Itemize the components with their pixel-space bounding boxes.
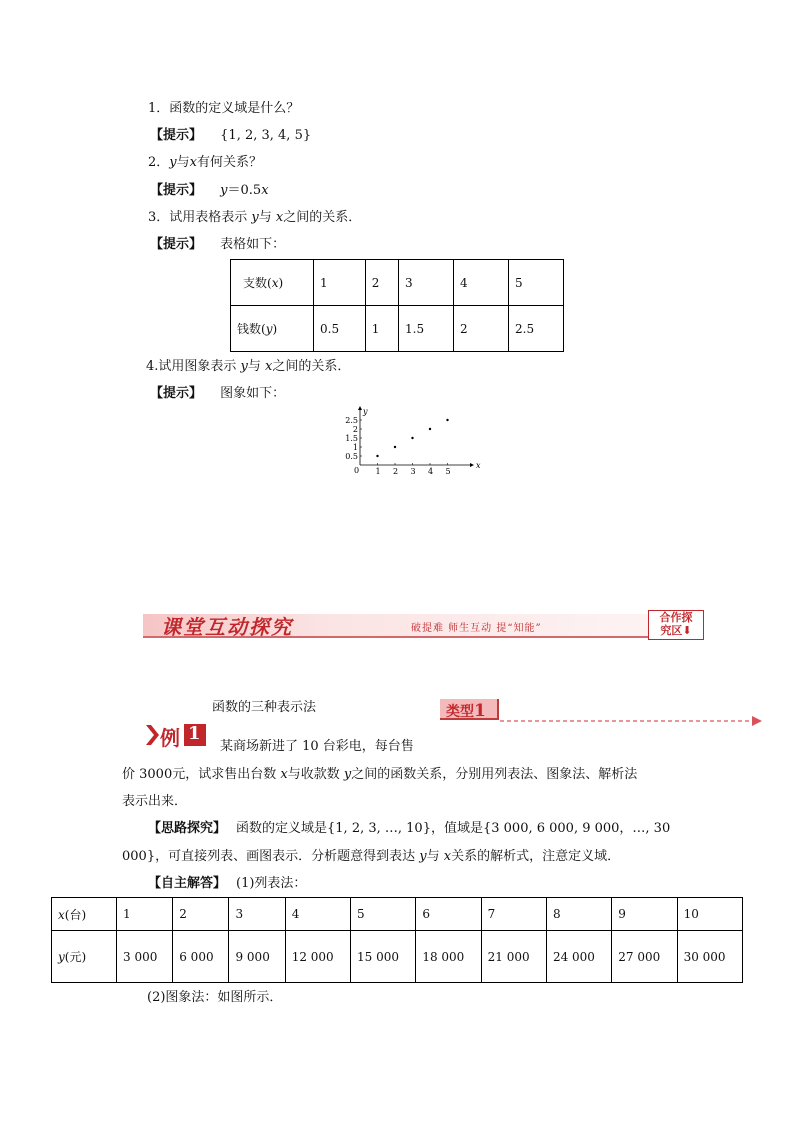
x-axis-arrow: [470, 463, 474, 467]
table-cell: 0.5: [314, 306, 366, 352]
hint-label: 【提示】: [150, 128, 203, 143]
table-cell: 5: [351, 898, 416, 931]
solution-part-1: (1)列表法：: [236, 876, 307, 891]
analysis-line-2: [122, 845, 620, 864]
hint-label: 【提示】: [150, 183, 203, 198]
table-cell: 5: [509, 260, 564, 306]
table-cell: 12 000: [285, 931, 350, 983]
badge-line-2: [649, 624, 703, 637]
table-row: [231, 306, 564, 352]
an-text-b: 与: [426, 849, 444, 864]
example-label: 例: [160, 726, 180, 750]
table-cell: 2: [365, 260, 398, 306]
chart-ticks: [345, 416, 450, 476]
table-cell: 21 000: [481, 931, 546, 983]
x-tick-label: 1: [375, 467, 381, 476]
table-cell: 6 000: [173, 931, 229, 983]
x-tick-label: 4: [428, 467, 434, 476]
hint2-eq: ＝0.5: [227, 183, 262, 198]
example-num: 1: [188, 723, 201, 744]
y-tick-label: 2: [352, 425, 358, 434]
hint-4-text: 图象如下：: [220, 386, 286, 401]
section-banner: [143, 610, 703, 640]
question-3: [148, 206, 361, 225]
table-cell: 2: [454, 306, 509, 352]
table-cell: 6: [416, 898, 481, 931]
table-cell: 3: [399, 260, 454, 306]
table-cell: 3: [229, 898, 285, 931]
table-cell: 1: [314, 260, 366, 306]
example-line-1: 某商场新进了 10 台彩电，每台售: [220, 739, 414, 754]
hint2-var-y: y: [220, 183, 228, 198]
analysis-label: 【思路探究】: [148, 821, 227, 836]
an-var-y: y: [419, 849, 427, 864]
banner-slogan: 破提难 师生互动 提“知能”: [411, 623, 542, 634]
y-axis-label: y: [363, 407, 368, 416]
ex-var-x: x: [280, 767, 288, 782]
cell-var: y: [58, 950, 65, 964]
table-cell: 15 000: [351, 931, 416, 983]
q2-var-x: x: [189, 155, 197, 170]
cell-unit: (台): [64, 907, 87, 922]
table-cell: 27 000: [612, 931, 677, 983]
table-cell: 4: [285, 898, 350, 931]
table-cell: 24 000: [546, 931, 611, 983]
dashed-arrow-icon: [500, 714, 764, 728]
ex-text-c: 之间的函数关系，分别用列表法、图象法、解析法: [351, 767, 638, 782]
cell-text: ): [272, 322, 278, 336]
q4-text-b: 与: [247, 359, 266, 374]
hint-3: [150, 233, 285, 252]
cell-text: 支数(: [243, 276, 272, 290]
cell-text: 钱数(: [237, 322, 266, 336]
analysis-text-1: 函数的定义域是{1, 2, 3, …, 10}，值域是{3 000, 6 000, 9 000，…, 30: [236, 821, 671, 836]
type-tag: [440, 699, 500, 721]
table-cell: 2: [173, 898, 229, 931]
hint-2: [150, 179, 269, 198]
badge-line-1: 合作探: [659, 611, 693, 624]
chart-points: [376, 419, 448, 457]
data-point: [376, 455, 378, 457]
y-tick-label: 0.5: [345, 452, 358, 461]
ex-text-a: 价 3000元，试求售出台数: [122, 767, 281, 782]
table-cell: 8: [546, 898, 611, 931]
x-tick-label: 2: [393, 467, 399, 476]
data-point: [429, 428, 431, 430]
table-cell: 3 000: [117, 931, 173, 983]
example-line-3: 表示出来．: [122, 794, 188, 809]
table-cell: 2.5: [509, 306, 564, 352]
cell-var: y: [265, 322, 273, 336]
cell-var: x: [271, 276, 279, 290]
an-text-a: 000}，可直接列表、画图表示．分析题意得到表达: [122, 849, 420, 864]
an-var-x: x: [443, 849, 452, 864]
table-tv-sales: [51, 897, 743, 983]
row-header: [231, 306, 314, 352]
q3-var-y: y: [251, 210, 259, 225]
q3-text-a: 3．试用表格表示: [148, 210, 252, 225]
solution-label: 【自主解答】: [148, 876, 227, 891]
hint-3-text: 表格如下：: [220, 237, 286, 252]
x-axis-label: x: [476, 461, 481, 470]
q2-num: 2．: [148, 155, 170, 170]
table-cell: 1: [117, 898, 173, 931]
question-2: [148, 151, 262, 170]
hint-1: [150, 124, 311, 143]
data-point: [394, 446, 396, 448]
q2-text-c: 有何关系？: [197, 155, 263, 170]
row-header: [52, 898, 117, 931]
x-tick-label: 3: [410, 467, 416, 476]
hint2-var-x: x: [261, 183, 269, 198]
type-tag-label: [446, 701, 486, 721]
data-point: [411, 437, 413, 439]
origin-label: 0: [354, 466, 360, 475]
q4-text-c: 之间的关系．: [272, 359, 351, 374]
badge-line-2-text: 究区: [660, 624, 683, 637]
x-tick-label: 5: [445, 467, 451, 476]
chart-axes: [358, 406, 481, 470]
table-cell: 9: [612, 898, 677, 931]
table-cell: 1.5: [399, 306, 454, 352]
table-cell: 7: [481, 898, 546, 931]
table-cell: 9 000: [229, 931, 285, 983]
example-badge: [146, 722, 210, 748]
row-header: [231, 260, 314, 306]
table-row: [52, 931, 743, 983]
data-point: [446, 419, 448, 421]
hint-label: 【提示】: [150, 386, 203, 401]
q4-text-a: 4.试用图象表示: [146, 359, 241, 374]
table-cell: 10: [677, 898, 742, 931]
solution-line: [148, 872, 306, 891]
q4-var-y: y: [240, 359, 248, 374]
q3-text-b: 与: [258, 210, 276, 225]
cell-unit: (元): [64, 950, 87, 964]
cell-text: ): [278, 276, 284, 290]
table-row: [52, 898, 743, 931]
scatter-chart: [335, 405, 480, 477]
question-1: 1．函数的定义域是什么？: [148, 101, 300, 116]
hint-4: [150, 382, 285, 401]
banner-title: 课堂互动探究: [161, 615, 293, 639]
arrow-down-icon: ⬇: [682, 624, 692, 637]
table-cell: 30 000: [677, 931, 742, 983]
solution-part-2: (2)图象法：如图所示．: [147, 990, 283, 1005]
an-text-c: 关系的解析式，注意定义域．: [451, 849, 621, 864]
q2-var-y: y: [169, 155, 177, 170]
hint-2-text: [220, 183, 268, 198]
q4-var-x: x: [265, 359, 273, 374]
table-cell: 4: [454, 260, 509, 306]
ex-text-b: 与收款数: [287, 767, 344, 782]
row-header: [52, 931, 117, 983]
table-cell: 1: [365, 306, 398, 352]
table-cell: 18 000: [416, 931, 481, 983]
type-tag-num: 1: [474, 701, 486, 721]
y-tick-label: 1: [352, 443, 358, 452]
analysis-line-1: [148, 817, 670, 836]
hint-label: 【提示】: [150, 237, 203, 252]
q2-text-b: 与: [176, 155, 190, 170]
table-pens: [230, 259, 564, 352]
q3-text-c: 之间的关系．: [283, 210, 362, 225]
hint-1-text: {1, 2, 3, 4, 5}: [220, 128, 312, 143]
ex-var-y: y: [343, 767, 352, 782]
question-4: [146, 355, 350, 374]
y-tick-label: 1.5: [345, 434, 358, 443]
banner-badge: [648, 610, 704, 640]
y-tick-label: 2.5: [345, 416, 358, 425]
table-row: [231, 260, 564, 306]
cell-var: x: [58, 907, 65, 922]
y-axis-arrow: [358, 406, 362, 410]
q3-var-x: x: [275, 210, 284, 225]
example-line-2: [122, 763, 637, 782]
type-tag-text: 类型: [446, 704, 474, 720]
section-title: 函数的三种表示法: [212, 700, 317, 715]
